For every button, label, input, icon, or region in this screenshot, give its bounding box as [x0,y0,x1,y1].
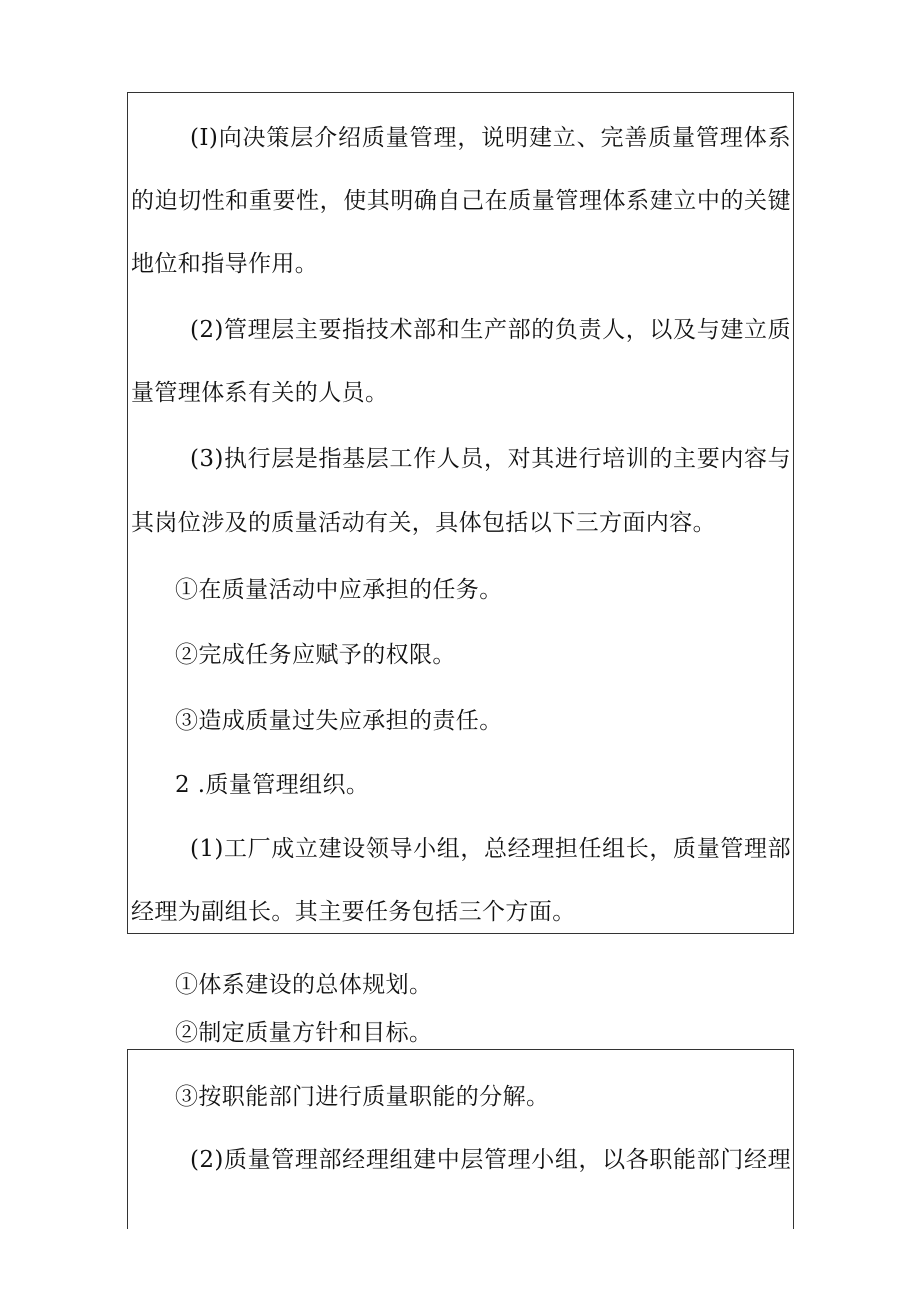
section-heading-quality-organization: 2 .质量管理组织。 [175,772,370,798]
paragraph-4-line-2: 经理为副组长。其主要任务包括三个方面。 [131,899,576,925]
list-item-policy-goals: ②制定质量方针和目标。 [175,1020,433,1046]
paragraph-1-line-2: 的迫切性和重要性，使其明确自己在质量管理体系建立中的关键 [131,188,791,214]
paragraph-3-line-2: 其岗位涉及的质量活动有关，具体包括以下三方面内容。 [131,510,716,536]
list-item-task: ①在质量活动中应承担的任务。 [175,577,503,603]
list-item-function-decomposition: ③按职能部门进行质量职能的分解。 [175,1084,550,1110]
paragraph-2-line-1: (2)管理层主要指技术部和生产部的负责人，以及与建立质 [190,317,791,343]
paragraph-5-line-1: (2)质量管理部经理组建中层管理小组，以各职能部门经理 [190,1147,791,1173]
text-frame-lower [127,1049,794,1229]
paragraph-1-line-3: 地位和指导作用。 [131,251,319,277]
list-item-authority: ②完成任务应赋予的权限。 [175,642,456,668]
list-item-responsibility: ③造成质量过失应承担的责任。 [175,708,503,734]
paragraph-4-line-1: (1)工厂成立建设领导小组，总经理担任组长，质量管理部 [190,836,791,862]
paragraph-3-line-1: (3)执行层是指基层工作人员，对其进行培训的主要内容与 [190,446,791,472]
paragraph-2-line-2: 量管理体系有关的人员。 [131,380,389,406]
list-item-overall-plan: ①体系建设的总体规划。 [175,972,433,998]
paragraph-1-line-1: (I)向决策层介绍质量管理，说明建立、完善质量管理体系 [190,125,791,151]
